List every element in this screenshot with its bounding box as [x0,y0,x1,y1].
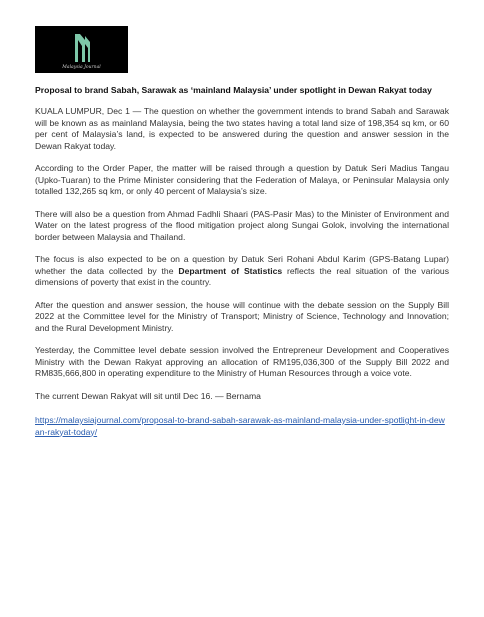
source-link[interactable]: https://malaysiajournal.com/proposal-to-brand-sabah-sarawak-as-mainland-malaysia-under-spotlight-in-dewan-rakyat-today/ [35,415,445,437]
paragraph-1: KUALA LUMPUR, Dec 1 — The question on whether the government intends to brand Sabah and Sarawak will be known as as mainland Malaysia, being the two states having a total land size of 198,354 sq km, or 60 per cent of Malaysia’s land, is expected to be answered during the question and answer session in the Dewan Rakyat today. [35,106,449,151]
paragraph-5: After the question and answer session, the house will continue with the debate session on the Supply Bill 2022 at the Committee level for the Ministry of Transport; Ministry of Science, Technology and Innovation; and the Rural Development Ministry. [35,299,449,333]
department-of-statistics-text: Department of Statistics [178,265,283,276]
article-body [35,80,449,438]
article-title: Proposal to brand Sabah, Sarawak as ‘mainland Malaysia’ under spotlight in Dewan Rakyat today [35,85,432,95]
paragraph-4 [35,254,449,289]
paragraph-4-text-start: The focus is also expected to be on a question by Datuk Seri Rohani Abdul Karim (GPS-Batang Lupar) whether the data collected by the [35,254,449,276]
paragraph-7: The current Dewan Rakyat will sit until Dec 16. — Bernama [35,390,261,401]
malaysia-journal-logo [35,26,128,73]
paragraph-2: According to the Order Paper, the matter will be raised through a question by Datuk Seri Madius Tangau (Upko-Tuaran) to the Prime Minister considering that the Federation of Malaya, or Peninsular Malaysia only totalled 132,265 sq km, or only 40 percent of Malaysia’s size. [35,163,449,196]
paragraph-6: Yesterday, the Committee level debate session involved the Entrepreneur Development and Cooperatives Ministry with the Dewan Rakyat approving an allocation of RM195,036,300 of the Supply Bill 2022 and RM835,666,800 in operating expenditure to the Ministry of Human Resources through a voice vote. [35,345,449,378]
logo-caption: Malaysia Journal [62,65,101,70]
paragraph-4-text-end: reflects the real situation of the various dimensions of poverty that exist in the country. [35,265,450,287]
paragraph-3: There will also be a question from Ahmad Fadhli Shaari (PAS-Pasir Mas) to the Minister of Environment and Water on the latest progress of the flood mitigation project along Sungai Golok, involving the international border between Malaysia and Thailand. [35,208,449,242]
